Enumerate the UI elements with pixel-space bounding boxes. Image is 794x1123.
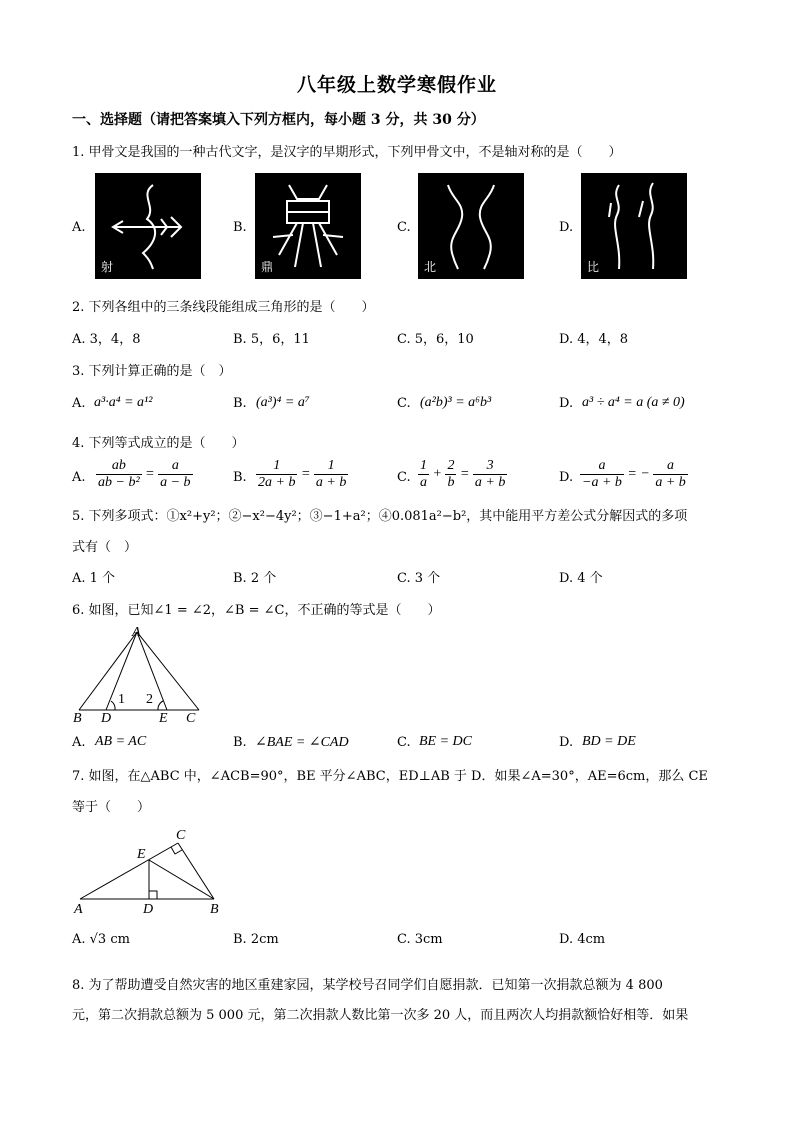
vertex-c-label: C — [176, 828, 186, 843]
question-4: 4. 下列等式成立的是（ ） — [72, 436, 245, 451]
q1-option-c-letter: C. — [397, 220, 411, 235]
question-5-line-1: 5. 下列多项式：①x²+y²；②−x²−4y²；③−1+a²；④0.081a²−b²，其中能用平方差公式分解因式的多项 — [72, 509, 688, 524]
q7-right-triangle-figure — [70, 823, 230, 923]
q4-option-c-letter[interactable]: C. — [397, 470, 411, 485]
vertex-e-label: E — [137, 847, 146, 862]
vertex-a-label: A — [132, 625, 141, 640]
q3-option-b-letter[interactable]: B. — [233, 396, 247, 411]
q7-option-a[interactable]: A. √3 cm — [72, 932, 130, 947]
question-8-line-1: 8. 为了帮助遭受自然灾害的地区重建家园，某学校号召同学们自愿捐款．已知第一次捐款总额为 4 800 — [72, 978, 663, 993]
q4-option-c[interactable]: $\frac{1}{a}$ + $\frac{2}{b}$ = $\frac{3}{a + b}$ — [420, 458, 506, 490]
q3-option-d[interactable]: a³ ÷ a⁴ = a (a ≠ 0) — [582, 395, 685, 410]
glyph-caption: 比 — [587, 260, 600, 274]
q4-option-a-letter[interactable]: A. — [72, 470, 86, 485]
q2-option-d[interactable]: D. 4，4，8 — [559, 332, 629, 347]
q1-option-d-letter: D. — [559, 220, 574, 235]
q6-option-a-letter[interactable]: A. — [72, 735, 86, 750]
question-7-line-2: 等于（ ） — [72, 800, 151, 815]
q2-option-c[interactable]: C. 5，6，10 — [397, 332, 474, 347]
vertex-d-label: D — [143, 902, 154, 917]
q4-option-b-letter[interactable]: B. — [233, 470, 247, 485]
page-title: 八年级上数学寒假作业 — [296, 74, 497, 96]
vertex-e-label: E — [159, 711, 168, 726]
section-heading: 一、选择题（请把答案填入下列方框内，每小题 3 分，共 30 分） — [72, 112, 485, 128]
q7-option-d[interactable]: D. 4cm — [559, 932, 606, 947]
q6-triangle-figure — [70, 622, 210, 727]
q2-option-a[interactable]: A. 3，4，8 — [72, 332, 141, 347]
question-5-line-2: 式有（ ） — [72, 540, 138, 555]
q4-option-a[interactable]: $\frac{ab}{\text{ab − b²}}$ = $\frac{a}{a - b}$ — [98, 458, 191, 490]
vertex-c-label: C — [186, 711, 196, 726]
q6-option-d-letter[interactable]: D. — [559, 735, 574, 750]
angle-2-label: 2 — [146, 692, 153, 707]
question-1: 1. 甲骨文是我国的一种古代文字，是汉字的早期形式，下列甲骨文中，不是轴对称的是（ ） — [72, 145, 622, 160]
q6-option-a[interactable]: AB = AC — [95, 734, 147, 749]
q1-option-a-image[interactable] — [95, 173, 201, 279]
q6-option-b[interactable]: ∠BAE = ∠CAD — [255, 735, 349, 750]
question-3: 3. 下列计算正确的是（ ） — [72, 364, 232, 379]
q4-option-d[interactable]: $\frac{a}{-a + b}$ = − $\frac{a}{a + b}$ — [582, 458, 686, 490]
q1-option-a-letter: A. — [72, 220, 86, 235]
q3-option-a-letter[interactable]: A. — [72, 396, 86, 411]
glyph-caption: 北 — [424, 260, 437, 274]
vertex-a-label: A — [74, 902, 83, 917]
q5-option-d[interactable]: D. 4 个 — [559, 571, 603, 586]
glyph-caption: 射 — [101, 260, 114, 274]
q7-option-b[interactable]: B. 2cm — [233, 932, 279, 947]
q3-option-a[interactable]: a³·a⁴ = a¹² — [94, 395, 153, 410]
q4-option-b[interactable]: $\frac{1}{2a + b}$ = $\frac{1}{a + b}$ — [258, 458, 347, 490]
glyph-caption: 鼎 — [261, 260, 274, 274]
q1-option-b-image[interactable] — [255, 173, 361, 279]
q3-option-c[interactable]: (a²b)³ = a⁶b³ — [420, 395, 492, 410]
angle-1-label: 1 — [118, 692, 125, 707]
question-7-line-1: 7. 如图，在△ABC 中，∠ACB=90°，BE 平分∠ABC，ED⊥AB 于 D．如果∠A=30°，AE=6cm，那么 CE — [72, 769, 708, 784]
q5-option-c[interactable]: C. 3 个 — [397, 571, 441, 586]
q6-option-d[interactable]: BD = DE — [582, 734, 636, 749]
question-6: 6. 如图，已知∠1 = ∠2，∠B = ∠C，不正确的等式是（ ） — [72, 603, 441, 618]
q6-option-c[interactable]: BE = DC — [419, 734, 472, 749]
vertex-b-label: B — [210, 902, 219, 917]
q6-option-c-letter[interactable]: C. — [397, 735, 411, 750]
q2-option-b[interactable]: B. 5，6，11 — [233, 332, 310, 347]
q7-option-c[interactable]: C. 3cm — [397, 932, 443, 947]
q5-option-a[interactable]: A. 1 个 — [72, 571, 116, 586]
q3-option-b[interactable]: (a³)⁴ = a⁷ — [256, 395, 310, 410]
question-2: 2. 下列各组中的三条线段能组成三角形的是（ ） — [72, 300, 375, 315]
q5-option-b[interactable]: B. 2 个 — [233, 571, 277, 586]
vertex-d-label: D — [101, 711, 112, 726]
q4-option-d-letter[interactable]: D. — [559, 470, 574, 485]
q3-option-c-letter[interactable]: C. — [397, 396, 411, 411]
q1-option-d-image[interactable] — [581, 173, 687, 279]
question-8-line-2: 元，第二次捐款总额为 5 000 元，第二次捐款人数比第一次多 20 人，而且两次人均捐款额恰好相等．如果 — [72, 1008, 689, 1023]
q3-option-d-letter[interactable]: D. — [559, 396, 574, 411]
vertex-b-label: B — [73, 711, 82, 726]
q1-option-c-image[interactable] — [418, 173, 524, 279]
q6-option-b-letter[interactable]: B. — [233, 735, 247, 750]
q1-option-b-letter: B. — [233, 220, 247, 235]
